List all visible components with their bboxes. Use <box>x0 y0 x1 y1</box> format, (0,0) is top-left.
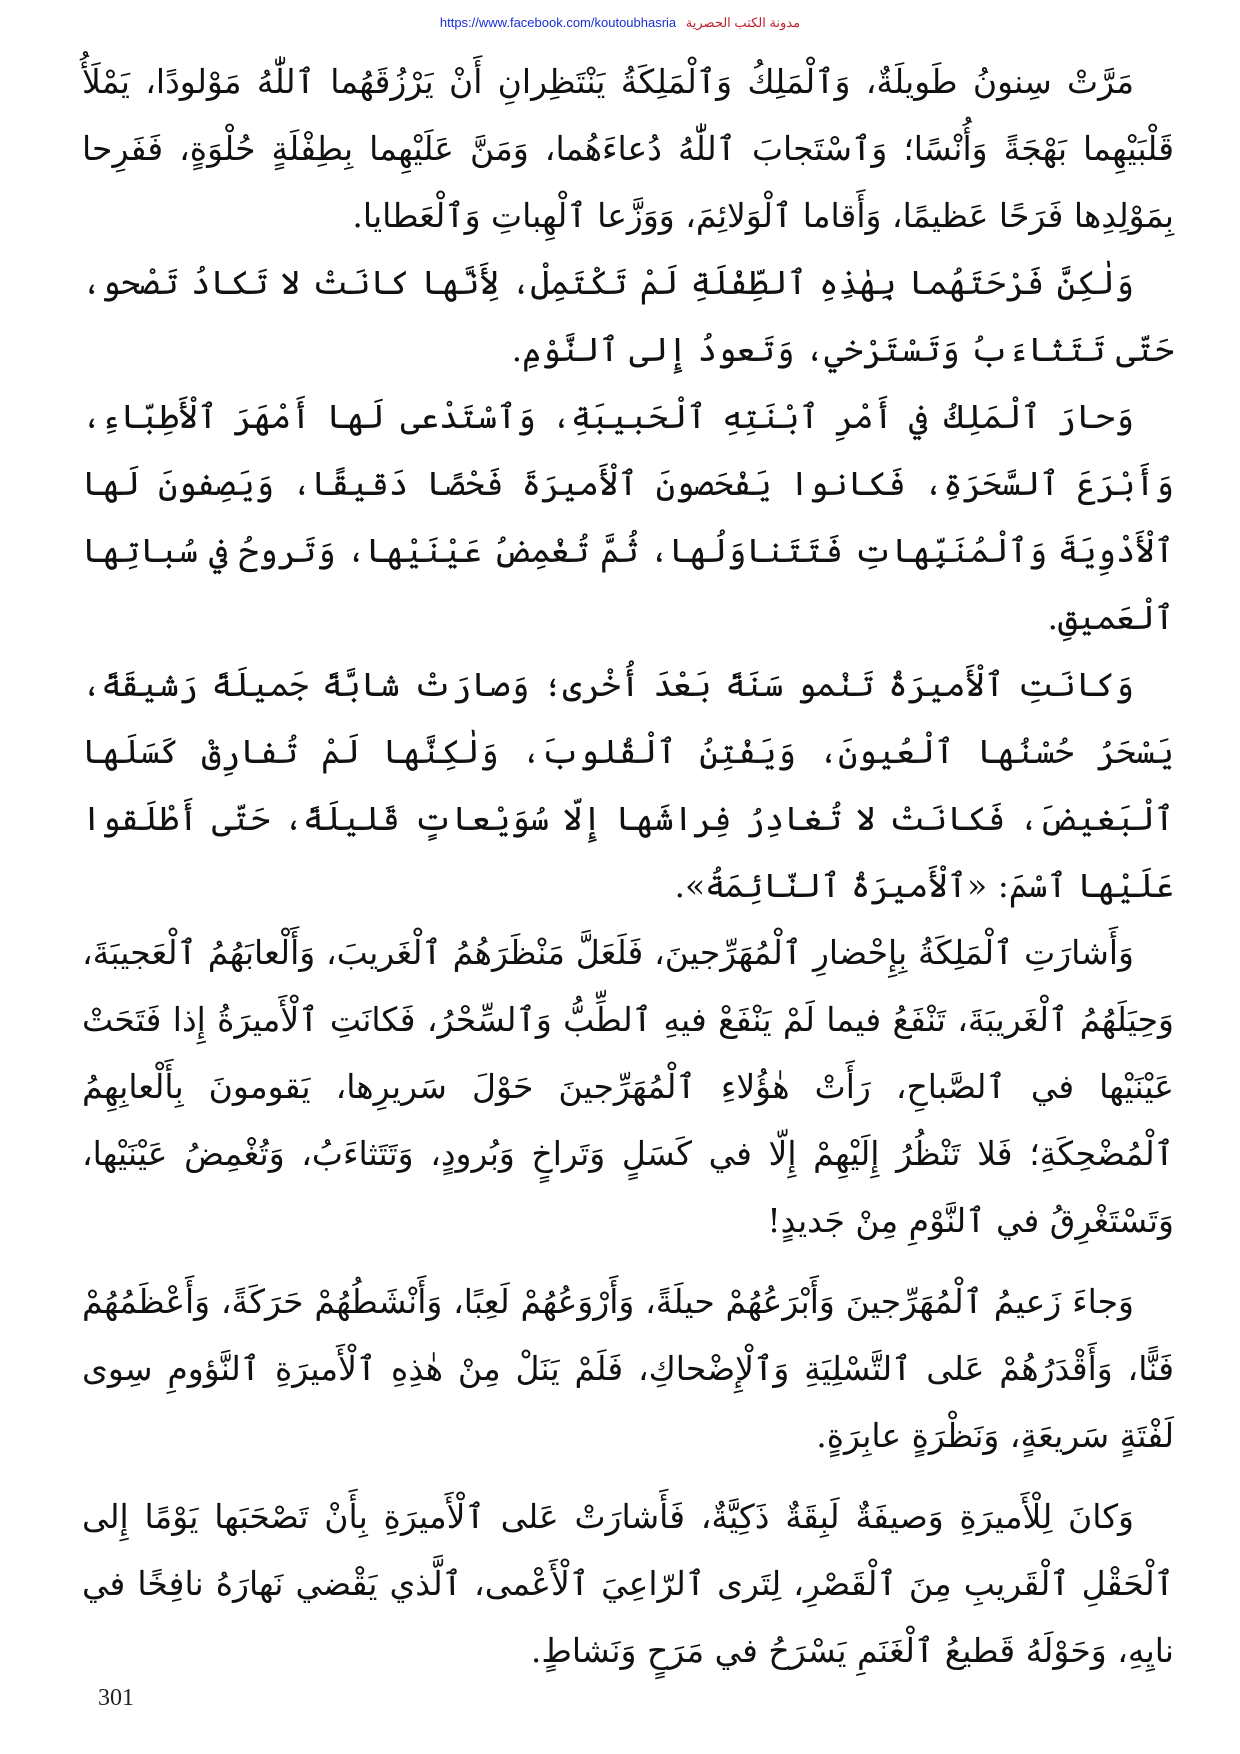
paragraph: وَكانَتِ ٱلْأَميرَةُ تَنْمو سَنَةً بَعْدَ أُخْرى؛ وَصارَتْ شابَّةً جَميلَةً رَشيقَةً، يَسْحَرُ حُسْنُها ٱلْعُيونَ، وَيَفْتِنُ ٱلْقُلوبَ، وَلٰكِنَّها لَمْ تُفارِقْ كَسَلَها ٱلْبَغيضَ، فَكانَتْ لا تُغادِرُ فِراشَها إِلّا سُوَيْعاتٍ قَليلَةً، حَتّى أَطْلَقوا عَلَيْها ٱسْمَ: «ٱلْأَميرَةُ ٱلنّائِمَةُ». <box>82 665 1174 905</box>
paragraph: وَجاءَ زَعيمُ ٱلْمُهَرِّجينَ وَأَبْرَعُهُمْ حيلَةً، وَأَرْوَعُهُمْ لَعِبًا، وَأَنْشَطُهُمْ حَرَكَةً، وَأَعْظَمُهُمْ فَنًّا، وَأَقْدَرُهُمْ عَلى ٱلتَّسْلِيَةِ وَٱلْإِضْحاكِ، فَلَمْ يَنَلْ مِنْ هٰذِهِ ٱلْأَميرَةِ ٱلنَّؤومِ سِوى لَفْتَةٍ سَريعَةٍ، وَنَظْرَةٍ عابِرَةٍ. <box>82 1282 1174 1455</box>
paragraph: وَكانَ لِلْأَميرَةِ وَصيفَةٌ لَبِقَةٌ ذَكِيَّةٌ، فَأَشارَتْ عَلى ٱلْأَميرَةِ بِأَنْ تَصْحَبَها يَوْمًا إِلى ٱلْحَقْلِ ٱلْقَريبِ مِنَ ٱلْقَصْرِ، لِتَرى ٱلرّاعِيَ ٱلْأَعْمى، ٱلَّذي يَقْضي نَهارَهُ نافِخًا في نايِهِ، وَحَوْلَهُ قَطيعُ ٱلْغَنَمِ يَسْرَحُ في مَرَحٍ وَنَشاطٍ. <box>82 1497 1174 1670</box>
page-header <box>0 14 1240 32</box>
page-number: 301 <box>98 1685 134 1711</box>
paragraph: وَحارَ ٱلْمَلِكُ في أَمْرِ ٱبْنَتِهِ ٱلْحَبيبَةِ، وَٱسْتَدْعى لَها أَمْهَرَ ٱلْأَطِبّاءِ، وَأَبْرَعَ ٱلسَّحَرَةِ، فَكانوا يَفْحَصونَ ٱلْأَميرَةَ فَحْصًا دَقيقًا، وَيَصِفونَ لَها ٱلْأَدْوِيَةَ وَٱلْمُنَبِّهاتِ فَتَتَناوَلُها، ثُمَّ تُغْمِضُ عَيْنَيْها، وَتَروحُ في سُباتِها ٱلْعَميقِ. <box>82 397 1174 637</box>
paragraph: مَرَّتْ سِنونُ طَويلَةٌ، وَٱلْمَلِكُ وَٱلْمَلِكَةُ يَنْتَظِرانِ أَنْ يَرْزُقَهُما ٱللّٰهُ مَوْلودًا، يَمْلَأُ قَلْبَيْهِما بَهْجَةً وَأُنْسًا؛ وَٱسْتَجابَ ٱللّٰهُ دُعاءَهُما، وَمَنَّ عَلَيْهِما بِطِفْلَةٍ حُلْوَةٍ، فَفَرِحا بِمَوْلِدِها فَرَحًا عَظيمًا، وَأَقاما ٱلْوَلائِمَ، وَوَزَّعا ٱلْهِباتِ وَٱلْعَطايا. <box>82 62 1174 235</box>
header-url-link[interactable]: https://www.facebook.com/koutoubhasria <box>439 15 677 30</box>
paragraph: وَلٰكِنَّ فَرْحَتَهُما بِهٰذِهِ ٱلطِّفْلَةِ لَمْ تَكْتَمِلْ، لِأَنَّها كانَتْ لا تَكادُ تَصْحو، حَتّى تَتَثاءَبُ وَتَسْتَرْخي، وَتَعودُ إِلى ٱلنَّوْمِ. <box>82 263 1174 369</box>
page-body <box>82 48 1174 1684</box>
paragraph: وَأَشارَتِ ٱلْمَلِكَةُ بِإِحْضارِ ٱلْمُهَرِّجينَ، فَلَعَلَّ مَنْظَرَهُمُ ٱلْغَريبَ، وَأَلْعابَهُمُ ٱلْعَجيبَةَ، وَحِيَلَهُمُ ٱلْغَريبَةَ، تَنْفَعُ فيما لَمْ يَنْفَعْ فيهِ ٱلطِّبُّ وَٱلسِّحْرُ، فَكانَتِ ٱلْأَميرَةُ إِذا فَتَحَتْ عَيْنَيْها في ٱلصَّباحِ، رَأَتْ هٰؤُلاءِ ٱلْمُهَرِّجينَ حَوْلَ سَريرِها، يَقومونَ بِأَلْعابِهِمُ ٱلْمُضْحِكَةِ؛ فَلا تَنْظُرُ إِلَيْهِمْ إِلّا في كَسَلٍ وَتَراخٍ وَبُرودٍ، وَتَتَثاءَبُ، وَتُغْمِضُ عَيْنَيْها، وَتَسْتَغْرِقُ في ٱلنَّوْمِ مِنْ جَديدٍ! <box>82 933 1174 1240</box>
header-blog-name: مدونة الكتب الحصرية <box>685 15 801 30</box>
